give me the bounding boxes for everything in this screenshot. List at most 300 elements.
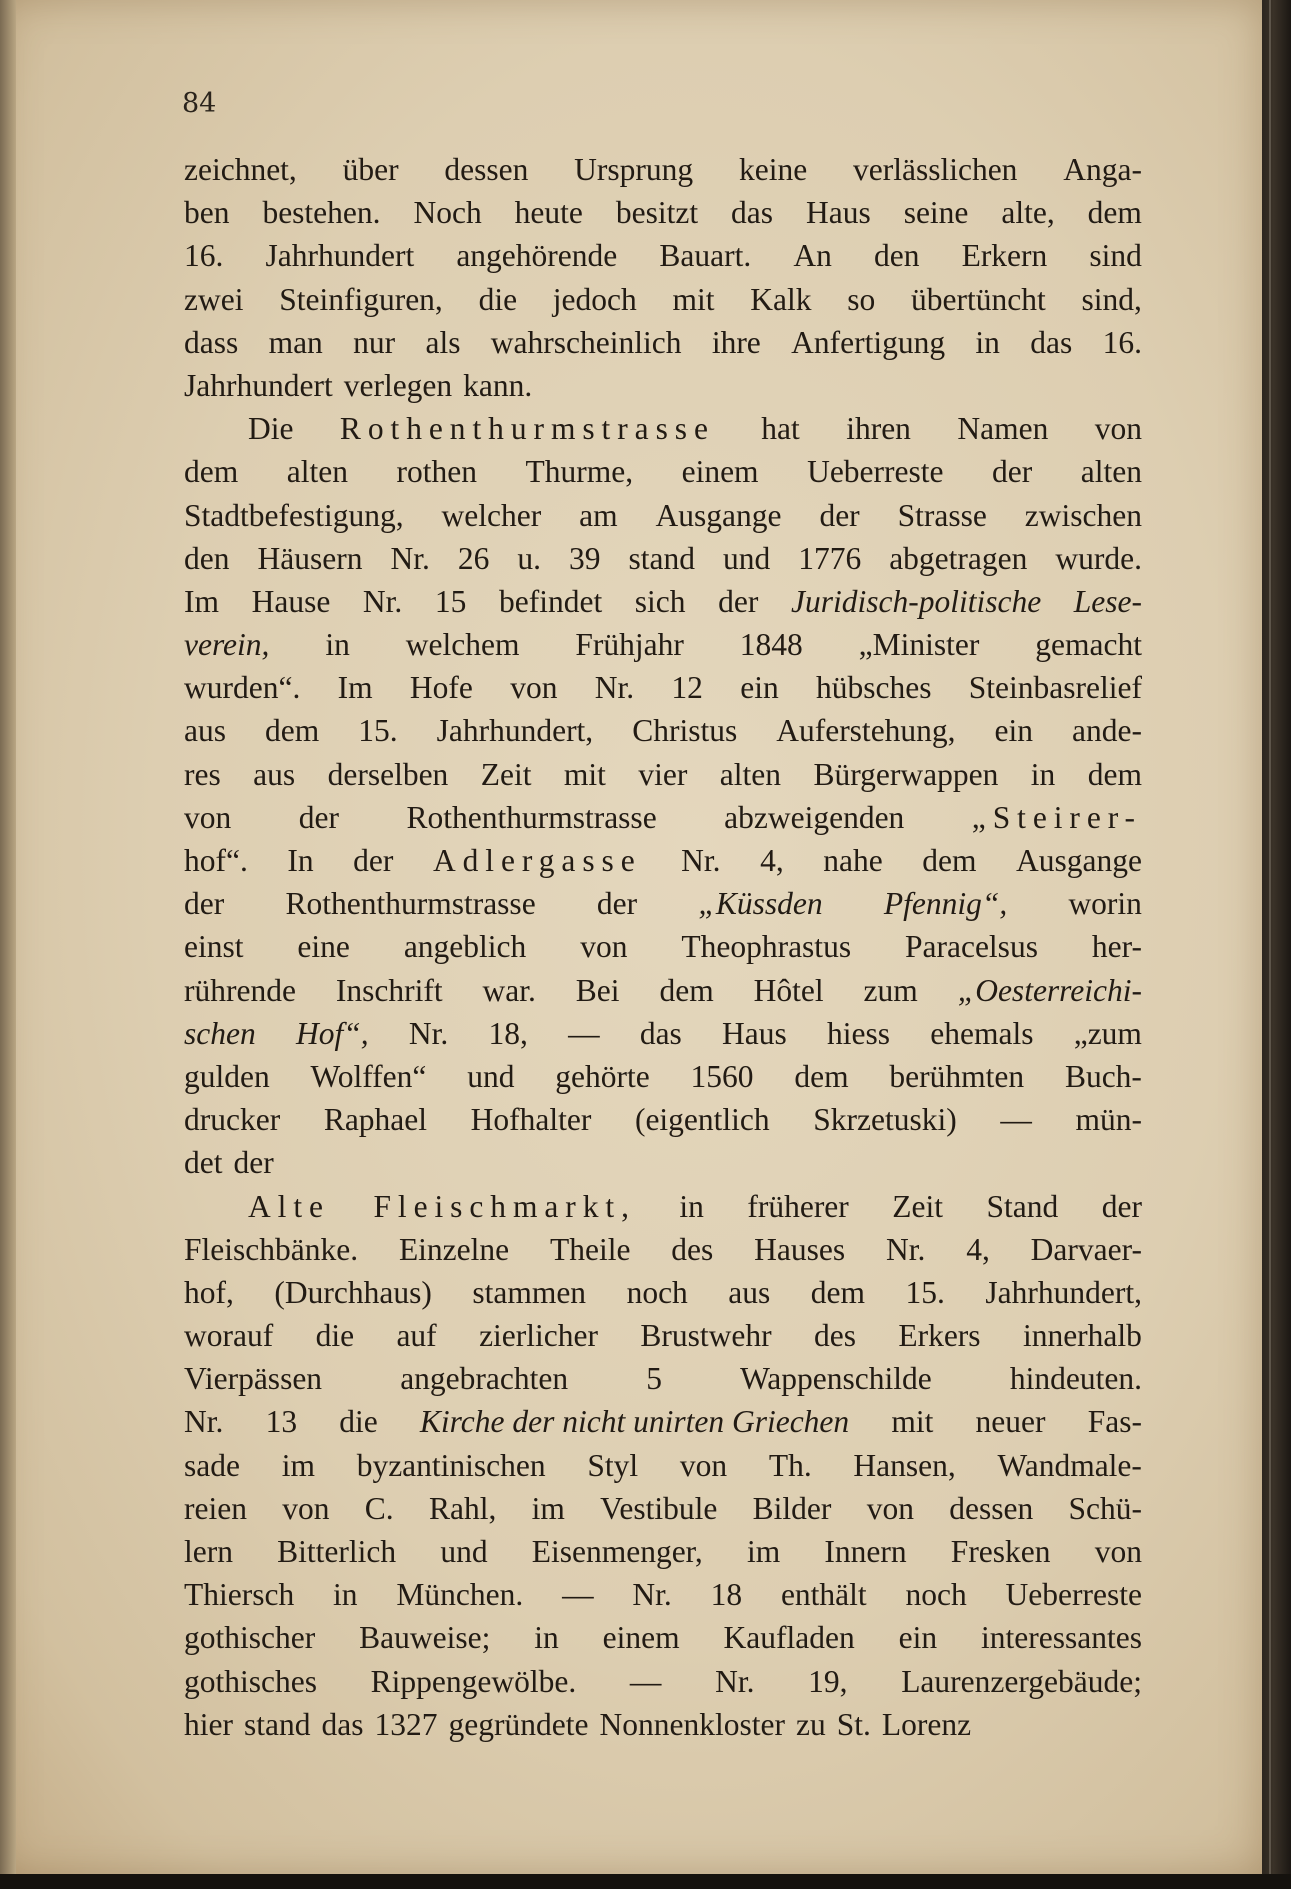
word: innerhalb xyxy=(1022,1318,1142,1354)
word: die xyxy=(315,1318,355,1354)
word: alten xyxy=(719,756,782,792)
word: Anfertigung xyxy=(791,324,946,360)
word: 18, xyxy=(488,1015,528,1051)
word: Thiersch xyxy=(184,1577,295,1613)
word: angehörende xyxy=(456,238,618,274)
word: hindeuten. xyxy=(1009,1361,1142,1397)
word: angebrachten xyxy=(400,1361,569,1397)
text-line xyxy=(184,1530,1142,1573)
word: keine xyxy=(738,152,808,187)
text-line xyxy=(184,709,1142,752)
text-line xyxy=(184,1098,1142,1141)
word: Brustwehr xyxy=(640,1318,772,1354)
word: Namen xyxy=(957,411,1049,447)
word: Rippengewölbe. xyxy=(370,1663,577,1699)
word: dessen xyxy=(444,152,529,187)
word: stand xyxy=(244,1706,311,1742)
word: von xyxy=(580,929,628,965)
word: besitzt xyxy=(615,195,699,231)
word: berühmten xyxy=(889,1058,1025,1094)
word: als xyxy=(425,324,461,360)
word: stand xyxy=(628,540,695,576)
word: Steinfiguren, xyxy=(279,281,443,317)
word: Wappenschilde xyxy=(740,1361,932,1397)
text-line xyxy=(184,1055,1142,1098)
word: „zum xyxy=(1073,1015,1142,1051)
word: 1327 xyxy=(374,1706,438,1742)
word: der xyxy=(1101,1188,1142,1224)
word: Ursprung xyxy=(574,152,694,187)
word: den xyxy=(873,238,920,274)
word: Ausgange xyxy=(1015,843,1142,878)
word: sind, xyxy=(1081,281,1142,317)
word: man xyxy=(268,324,323,360)
word: hübsches xyxy=(816,670,932,706)
word: zwischen xyxy=(1024,497,1142,533)
word: ein xyxy=(898,1620,938,1656)
word: Hansen, xyxy=(853,1447,956,1483)
word: Pfennig“, xyxy=(883,886,1008,922)
word: von xyxy=(184,799,232,835)
word: C. xyxy=(364,1490,394,1526)
word: seine xyxy=(903,195,969,231)
word: der xyxy=(718,583,759,619)
word: Skrzetuski) xyxy=(813,1102,957,1138)
word: res xyxy=(184,756,221,792)
word: Haus xyxy=(805,195,871,231)
word: Jahrhundert xyxy=(265,238,415,274)
word: In xyxy=(287,843,314,878)
word: aus xyxy=(728,1274,771,1310)
word: der xyxy=(819,497,860,533)
word: Auferstehung, xyxy=(776,713,956,749)
word: bestehen. xyxy=(262,195,381,231)
text-line xyxy=(184,1185,1142,1228)
word: einst xyxy=(184,929,244,965)
text-line xyxy=(184,537,1142,580)
word: eine xyxy=(297,929,350,965)
word: welchem xyxy=(405,627,520,663)
word: Wolffen“ xyxy=(310,1058,427,1094)
text-line xyxy=(184,278,1142,321)
word: und xyxy=(467,1058,515,1094)
word: und xyxy=(722,540,771,576)
word: hiess xyxy=(827,1015,891,1051)
word: von xyxy=(1094,1534,1142,1569)
page-number: 84 xyxy=(182,88,217,119)
word: verlässlichen xyxy=(852,152,1018,187)
text-line xyxy=(184,1141,1142,1184)
word: Die xyxy=(248,411,294,447)
word: St. xyxy=(836,1706,871,1742)
text-line xyxy=(184,1703,1142,1746)
word: in xyxy=(534,1620,559,1656)
word: Nr. xyxy=(362,583,403,619)
word: Noch xyxy=(413,195,482,231)
word: nahe xyxy=(823,843,883,878)
word: und xyxy=(440,1534,488,1569)
word: derselben xyxy=(327,756,449,792)
word: rührende xyxy=(184,972,296,1008)
word: der xyxy=(184,886,225,922)
word: in xyxy=(325,627,350,663)
word: zeichnet, xyxy=(184,152,297,187)
word: 1560 xyxy=(690,1058,754,1094)
text-line xyxy=(184,364,1142,407)
word: die xyxy=(339,1404,378,1440)
word: auf xyxy=(396,1318,437,1354)
text-line xyxy=(184,1357,1142,1400)
word: dass xyxy=(184,324,239,360)
word: das xyxy=(639,1015,682,1051)
word: Lese- xyxy=(1073,583,1142,619)
word: das xyxy=(1030,324,1073,360)
word: Häusern xyxy=(257,540,363,576)
word: hier xyxy=(184,1706,233,1742)
word: hof, xyxy=(184,1274,234,1310)
word: dem xyxy=(1087,195,1142,231)
word: über xyxy=(342,152,399,187)
word: war. xyxy=(482,972,536,1008)
text-line xyxy=(184,1228,1142,1271)
word: Lorenz xyxy=(881,1706,972,1742)
word: den xyxy=(184,540,230,576)
word: abgetragen xyxy=(889,540,1028,576)
word: Steinbasrelief xyxy=(968,670,1142,706)
word: dem xyxy=(659,972,714,1008)
word: alte, xyxy=(1001,195,1055,231)
word: hof“. xyxy=(184,843,248,878)
word: Innern xyxy=(824,1534,907,1569)
word: übertüncht xyxy=(911,281,1046,317)
word: Bei xyxy=(575,972,620,1008)
word: — xyxy=(629,1663,662,1699)
word: angeblich xyxy=(403,929,527,965)
word: 5 xyxy=(646,1361,662,1397)
word: Nr. xyxy=(885,1231,926,1267)
word: heute xyxy=(514,195,583,231)
word: 4, xyxy=(760,843,784,878)
word: mit xyxy=(672,281,715,317)
word: 15 xyxy=(434,583,467,619)
word: Ueberreste xyxy=(1005,1577,1142,1613)
word: Erkers xyxy=(898,1318,981,1354)
word: 12 xyxy=(671,670,703,706)
word: gothisches xyxy=(184,1663,317,1699)
word: 13 xyxy=(265,1404,298,1440)
word: Im xyxy=(184,583,219,619)
page-gutter-shadow xyxy=(0,0,16,1874)
word: sind xyxy=(1089,238,1142,274)
word: reien xyxy=(184,1490,247,1526)
word: ehemals xyxy=(930,1015,1034,1051)
word: Rothenthurmstrasse xyxy=(285,886,536,922)
word: früherer xyxy=(747,1188,849,1224)
word: Bitterlich xyxy=(277,1534,397,1569)
word: wahrscheinlich xyxy=(490,324,682,360)
word: dem xyxy=(265,713,320,749)
word: der xyxy=(298,799,339,835)
text-line xyxy=(184,796,1142,839)
word: dem xyxy=(810,1274,866,1310)
text-line xyxy=(184,753,1142,796)
body-text xyxy=(184,148,1142,1746)
word: sade xyxy=(184,1447,240,1483)
word: Kalk xyxy=(750,281,812,317)
text-line xyxy=(184,882,1142,925)
word: noch xyxy=(905,1577,967,1613)
word: Nr. xyxy=(632,1577,672,1613)
word: 15. xyxy=(358,713,398,749)
word: zum xyxy=(863,972,918,1008)
word: Erkern xyxy=(961,238,1048,274)
word: — xyxy=(1000,1102,1032,1138)
word: 18 xyxy=(710,1577,743,1613)
word: jedoch xyxy=(552,281,637,317)
word: sich xyxy=(634,583,686,619)
word: Hôtel xyxy=(753,972,824,1008)
word: drucker xyxy=(184,1102,281,1138)
text-line xyxy=(184,1444,1142,1487)
word: gulden xyxy=(184,1058,270,1094)
word: Styl xyxy=(587,1447,639,1483)
word: Ueberreste xyxy=(807,454,944,490)
word: Kaufladen xyxy=(723,1620,855,1656)
word: Nr. xyxy=(390,540,430,576)
word: verlegen xyxy=(343,367,453,403)
word: von xyxy=(282,1490,330,1526)
text-line xyxy=(184,234,1142,277)
word: rothen xyxy=(396,454,477,490)
word: der xyxy=(992,454,1033,490)
word: so xyxy=(847,281,876,317)
word: 26 xyxy=(457,540,490,576)
word: gemacht xyxy=(1035,627,1142,663)
word: 16. xyxy=(1102,324,1142,360)
word: Jahrhundert xyxy=(184,367,333,403)
word: Hofhalter xyxy=(470,1102,592,1138)
word: dem xyxy=(1087,756,1142,792)
word: — xyxy=(562,1577,594,1613)
text-line xyxy=(184,1487,1142,1530)
word: Nonnenkloster xyxy=(599,1706,785,1742)
word: der xyxy=(233,1145,274,1181)
word: alten xyxy=(1080,454,1142,490)
text-line xyxy=(184,839,1142,882)
word: dem xyxy=(922,843,977,878)
word: An xyxy=(793,238,832,274)
word: kann. xyxy=(463,367,533,403)
word: zierlicher xyxy=(479,1318,598,1354)
word: ein xyxy=(740,670,779,706)
text-line xyxy=(184,450,1142,493)
word: Fas- xyxy=(1087,1404,1142,1440)
word: Hofe xyxy=(409,670,473,706)
word: Thurme, xyxy=(525,454,634,490)
word: Kirche der nicht unirten Griechen xyxy=(419,1404,850,1440)
word: Zeit xyxy=(892,1188,943,1224)
word: interessantes xyxy=(981,1620,1142,1656)
word: ihren xyxy=(846,411,911,447)
word: die xyxy=(478,281,518,317)
word: Frühjahr xyxy=(575,627,684,663)
text-line xyxy=(184,1573,1142,1616)
word: Nr. xyxy=(184,1404,224,1440)
word: 19, xyxy=(808,1663,848,1699)
book-edge xyxy=(1262,0,1291,1889)
word: von xyxy=(1094,411,1142,447)
word: in xyxy=(975,324,1000,360)
word: Bürgerwappen xyxy=(813,756,999,792)
word: Bauweise; xyxy=(359,1620,491,1656)
word: wurde. xyxy=(1055,540,1142,576)
word: mit xyxy=(891,1404,934,1440)
word: — xyxy=(568,1015,600,1051)
word: Rothenthurmstrasse xyxy=(406,799,657,835)
word: vier xyxy=(638,756,688,792)
word: Ausgange xyxy=(655,497,782,533)
text-line xyxy=(184,666,1142,709)
word: Stadtbefestigung, xyxy=(184,497,404,533)
word: Laurenzergebäude; xyxy=(901,1663,1142,1699)
word: „Oesterreichi- xyxy=(957,972,1142,1008)
word: Fleischmarkt, xyxy=(373,1188,636,1224)
word: det xyxy=(184,1145,223,1181)
word: noch xyxy=(626,1274,688,1310)
word: Hause xyxy=(251,583,331,619)
word: Anga- xyxy=(1063,152,1142,187)
word: Juridisch-politische xyxy=(790,583,1042,619)
word: Einzelne xyxy=(398,1231,510,1267)
word: Vierpässen xyxy=(184,1361,323,1397)
word: Rahl, xyxy=(428,1490,497,1526)
word: alten xyxy=(286,454,348,490)
word: byzantinischen xyxy=(356,1447,546,1483)
word: zu xyxy=(795,1706,826,1742)
word: verein, xyxy=(184,627,270,663)
word: wurden“. xyxy=(184,670,301,706)
word: 16. xyxy=(184,238,224,274)
word: Buch- xyxy=(1064,1058,1142,1094)
word: von xyxy=(679,1447,728,1483)
word: gehörte xyxy=(555,1058,650,1094)
word: Raphael xyxy=(323,1102,428,1138)
word: München. xyxy=(396,1577,524,1613)
word: von xyxy=(866,1490,914,1526)
word: das xyxy=(321,1706,364,1742)
word: 1848 xyxy=(739,627,803,663)
word: neuer xyxy=(975,1404,1046,1440)
word: zwei xyxy=(184,281,244,317)
word: worauf xyxy=(184,1318,274,1354)
word: abzweigenden xyxy=(724,799,905,835)
word: welcher xyxy=(441,497,542,533)
word: im xyxy=(281,1447,315,1483)
word: gegründete xyxy=(448,1706,589,1742)
text-line xyxy=(184,580,1142,623)
word: ihre xyxy=(711,324,761,360)
word: Jahrhundert, xyxy=(436,713,594,749)
word: Nr. xyxy=(408,1015,449,1051)
word: dem xyxy=(184,454,239,490)
word: Fleischbänke. xyxy=(184,1231,359,1267)
word: ein xyxy=(994,713,1034,749)
word: in xyxy=(333,1577,358,1613)
word: einem xyxy=(681,454,759,490)
word: Bilder xyxy=(752,1490,832,1526)
word: Hof“, xyxy=(295,1015,369,1051)
word: „Küssden xyxy=(698,886,823,922)
word: Theophrastus xyxy=(681,929,852,965)
word: stammen xyxy=(472,1274,587,1310)
word: Rothenthurmstrasse xyxy=(339,411,715,447)
word: Hauses xyxy=(754,1231,846,1267)
word: enthält xyxy=(780,1577,867,1613)
text-line xyxy=(184,321,1142,364)
word: Nr. xyxy=(715,1663,755,1699)
word: am xyxy=(579,497,618,533)
word: Eisenmenger, xyxy=(531,1534,703,1569)
word: des xyxy=(671,1231,714,1267)
word: dem xyxy=(794,1058,849,1094)
word: Paracelsus xyxy=(905,929,1038,965)
word: aus xyxy=(253,756,296,792)
word: das xyxy=(731,195,774,231)
word: Nr. xyxy=(681,843,721,878)
text-line xyxy=(184,407,1142,450)
word: in xyxy=(1030,756,1056,792)
word: Christus xyxy=(632,713,738,749)
word: aus xyxy=(184,713,226,749)
word: Inschrift xyxy=(335,972,443,1008)
word: befindet xyxy=(498,583,603,619)
word: Wandmale- xyxy=(997,1447,1142,1483)
word: Bauart. xyxy=(659,238,752,274)
word: Stand xyxy=(986,1188,1059,1224)
word: „Minister xyxy=(858,627,980,663)
word: 1776 xyxy=(798,540,862,576)
word: lern xyxy=(184,1534,233,1569)
word: Fresken xyxy=(950,1534,1051,1569)
text-line xyxy=(184,1616,1142,1659)
word: 15. xyxy=(905,1274,945,1310)
text-line xyxy=(184,969,1142,1012)
word: nur xyxy=(353,324,396,360)
word: 39 xyxy=(568,540,601,576)
word: Schü- xyxy=(1068,1490,1142,1526)
word: Darvaer- xyxy=(1030,1231,1142,1267)
word: Im xyxy=(337,670,373,706)
word: Adlergasse xyxy=(432,843,642,878)
word: von xyxy=(510,670,558,706)
word: Th. xyxy=(768,1447,812,1483)
word: ande- xyxy=(1072,713,1142,749)
word: „Steirer- xyxy=(971,799,1142,835)
word: der xyxy=(353,843,394,878)
text-line xyxy=(184,148,1142,191)
word: Zeit xyxy=(480,756,532,792)
word: u. xyxy=(517,540,541,576)
text-line xyxy=(184,1400,1142,1443)
word: her- xyxy=(1091,929,1142,965)
text-line xyxy=(184,925,1142,968)
text-line xyxy=(184,623,1142,666)
word: Alte xyxy=(248,1188,330,1224)
text-line xyxy=(184,1271,1142,1314)
word: mün- xyxy=(1075,1102,1142,1138)
word: schen xyxy=(184,1015,256,1051)
word: Theile xyxy=(549,1231,631,1267)
